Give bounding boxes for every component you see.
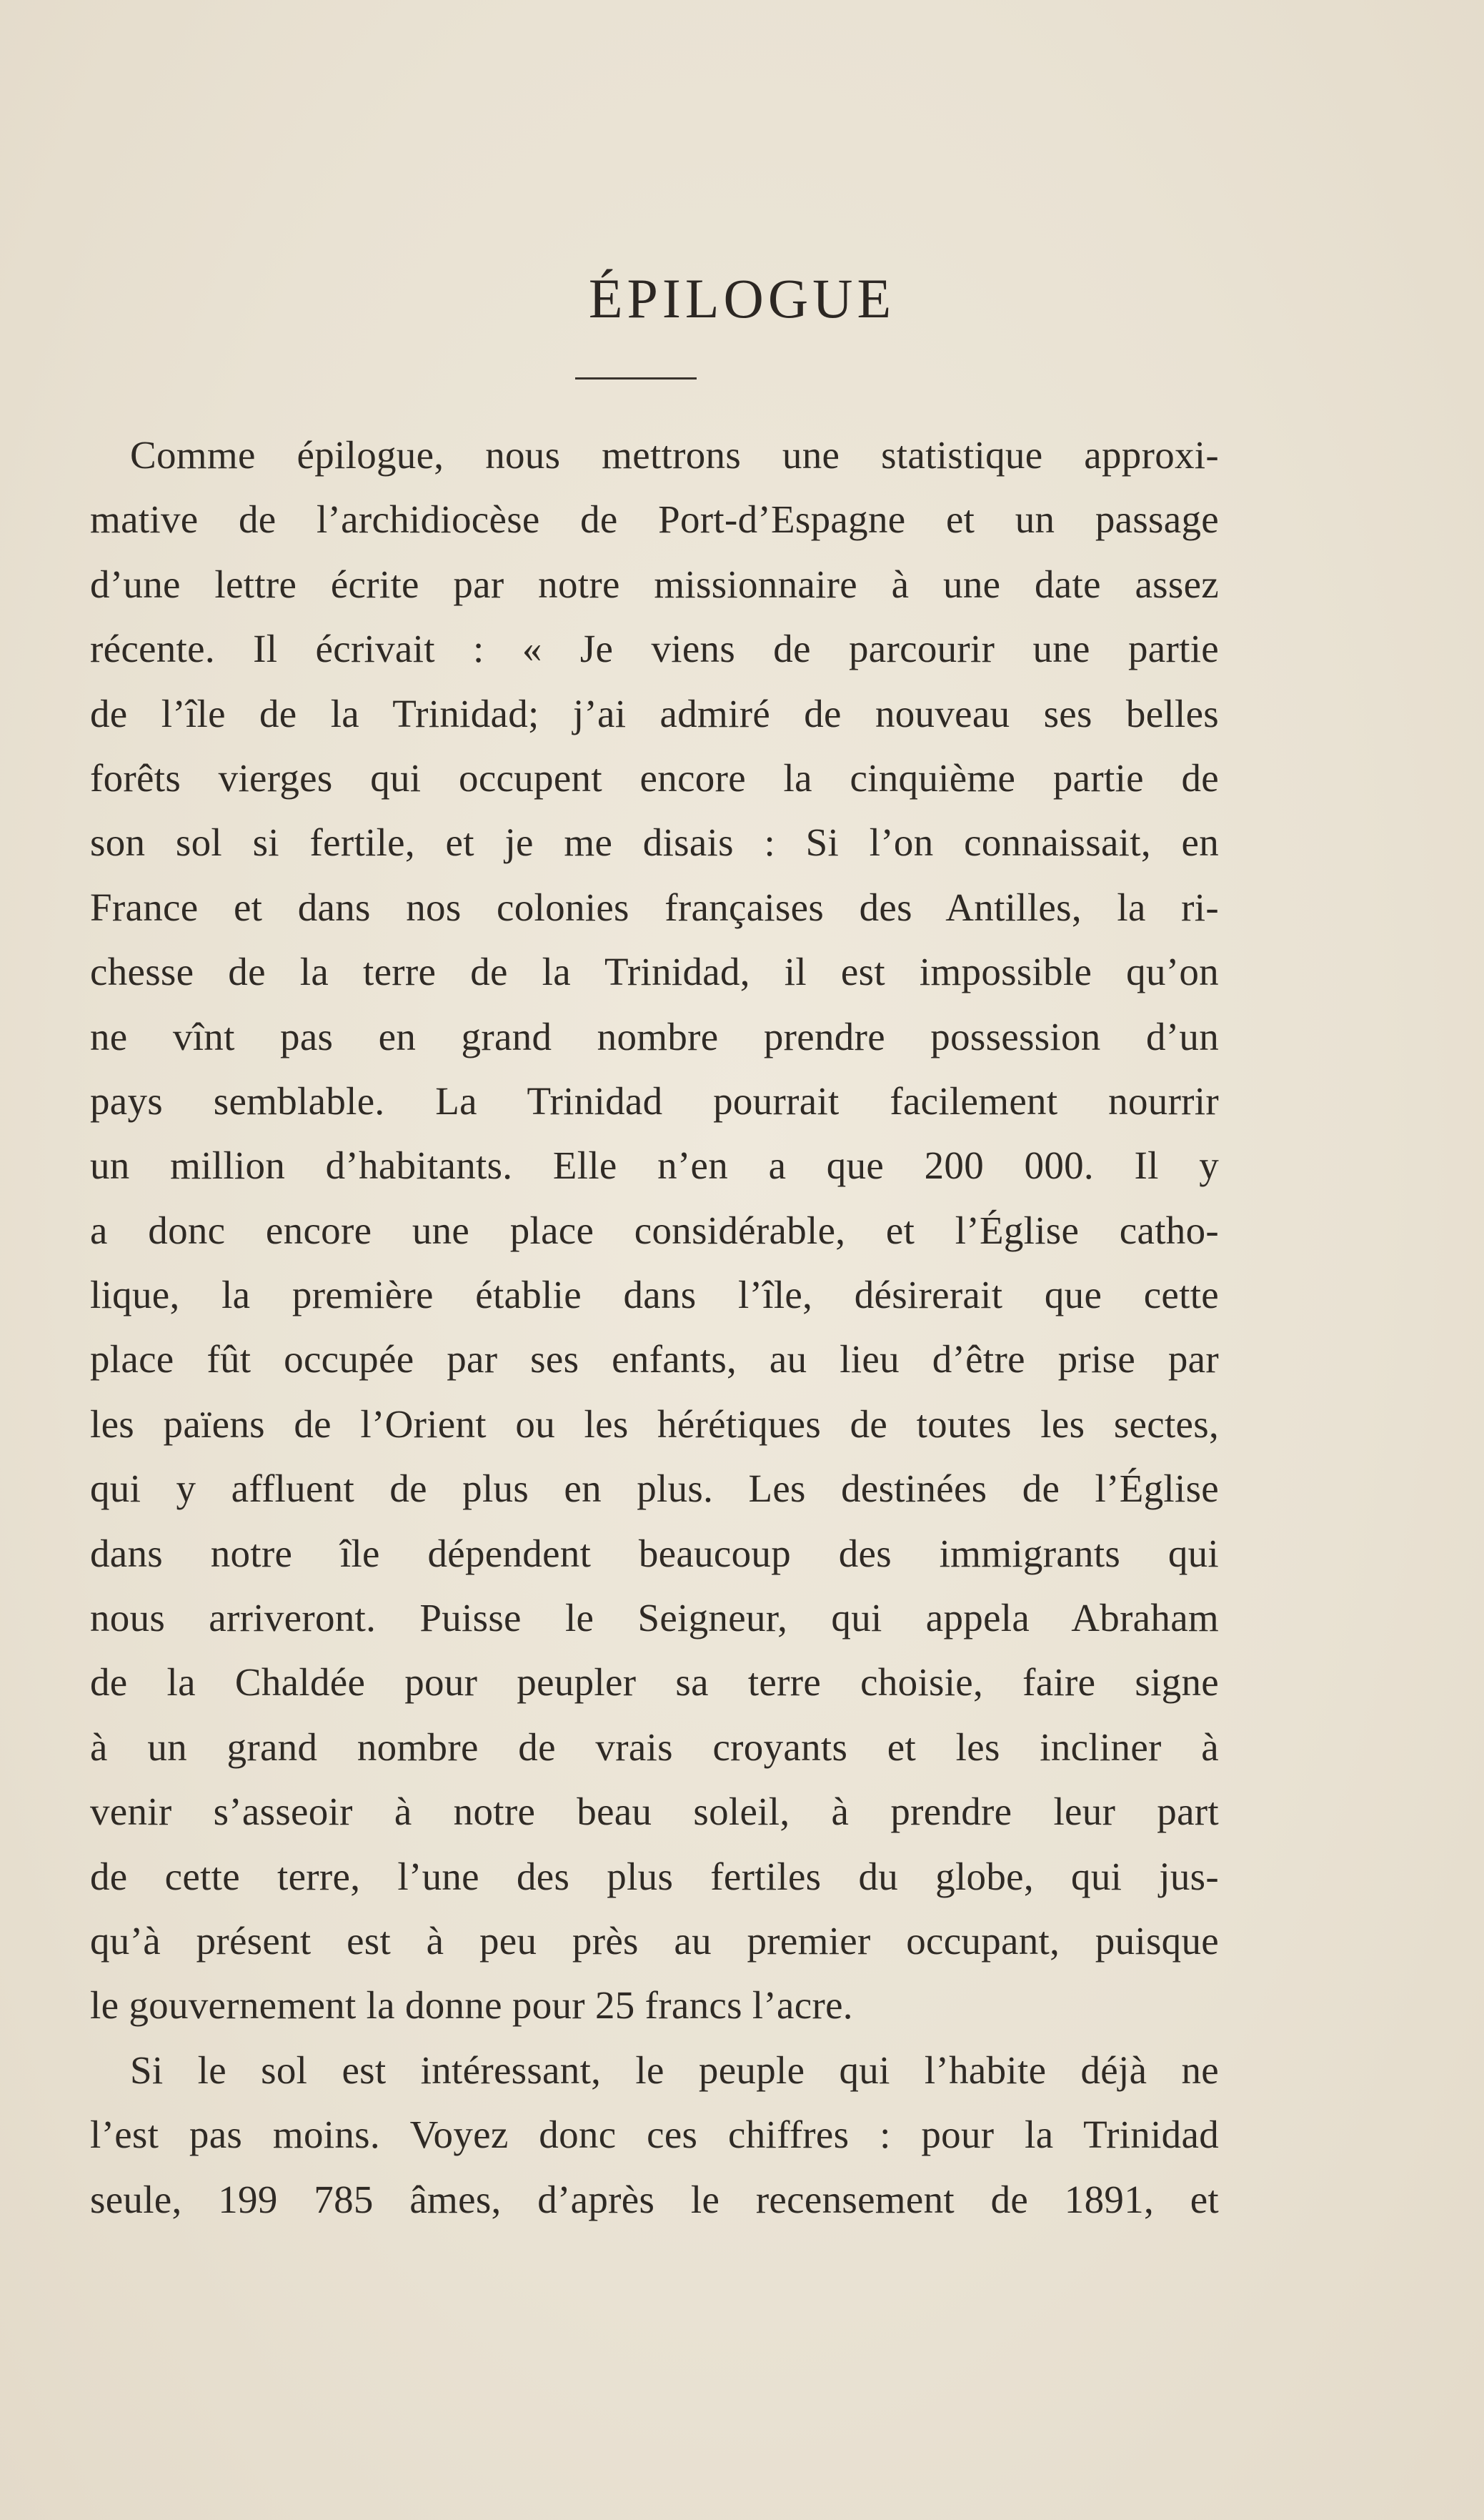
text-line: Si le sol est intéressant, le peuple qui l’habite déjà ne	[130, 2048, 1219, 2092]
text-line: France et dans nos colonies françaises des Antilles, la ri-	[90, 885, 1219, 929]
text-line: l’est pas moins. Voyez donc ces chiffres : pour la Trinidad	[90, 2113, 1219, 2157]
text-line: récente. Il écrivait : « Je viens de parcourir une partie	[90, 627, 1219, 671]
text-line: lique, la première établie dans l’île, désirerait que cette	[90, 1273, 1219, 1317]
paragraph	[90, 423, 1219, 2038]
text-line: de cette terre, l’une des plus fertiles du globe, qui jus-	[90, 1854, 1219, 1898]
text-line: mative de l’archidiocèse de Port-d’Espagne et un passage	[90, 497, 1219, 542]
text-line: seule, 199 785 âmes, d’après le recensement de 1891, et	[90, 2177, 1219, 2221]
heading-rule	[575, 377, 697, 380]
chapter-heading: ÉPILOGUE	[588, 267, 896, 329]
text-line: à un grand nombre de vrais croyants et les incliner à	[90, 1725, 1219, 1769]
text-line: d’une lettre écrite par notre missionnaire à une date assez	[90, 562, 1219, 606]
text-line: son sol si fertile, et je me disais : Si l’on connaissait, en	[90, 820, 1219, 865]
text-line: pays semblable. La Trinidad pourrait facilement nourrir	[90, 1078, 1219, 1123]
text-line: qu’à présent est à peu près au premier occupant, puisque	[90, 1918, 1219, 1963]
text-line: Comme épilogue, nous mettrons une statistique approxi-	[130, 433, 1219, 477]
text-line: place fût occupée par ses enfants, au lieu d’être prise par	[90, 1337, 1219, 1381]
text-line: les païens de l’Orient ou les hérétiques de toutes les sectes,	[90, 1402, 1219, 1446]
text-line: forêts vierges qui occupent encore la cinquième partie de	[90, 755, 1219, 800]
text-line: a donc encore une place considérable, et l’Église catho-	[90, 1208, 1219, 1252]
text-line: nous arriveront. Puisse le Seigneur, qui appela Abraham	[90, 1596, 1219, 1640]
text-line: ne vînt pas en grand nombre prendre possession d’un	[90, 1014, 1219, 1058]
paragraph	[90, 2038, 1219, 2232]
text-line: venir s’asseoir à notre beau soleil, à prendre leur part	[90, 1790, 1219, 1834]
text-line: le gouvernement la donne pour 25 francs l’acre.	[90, 1983, 853, 2028]
text-line: de la Chaldée pour peupler sa terre choisie, faire signe	[90, 1660, 1219, 1705]
text-line: chesse de la terre de la Trinidad, il est impossible qu’on	[90, 950, 1219, 994]
text-line: de l’île de la Trinidad; j’ai admiré de nouveau ses belles	[90, 691, 1219, 735]
body-text	[90, 423, 1219, 2232]
text-line: qui y affluent de plus en plus. Les destinées de l’Église	[90, 1467, 1219, 1511]
text-line: un million d’habitants. Elle n’en a que 200 000. Il y	[90, 1144, 1219, 1188]
text-line: dans notre île dépendent beaucoup des immigrants qui	[90, 1531, 1219, 1575]
